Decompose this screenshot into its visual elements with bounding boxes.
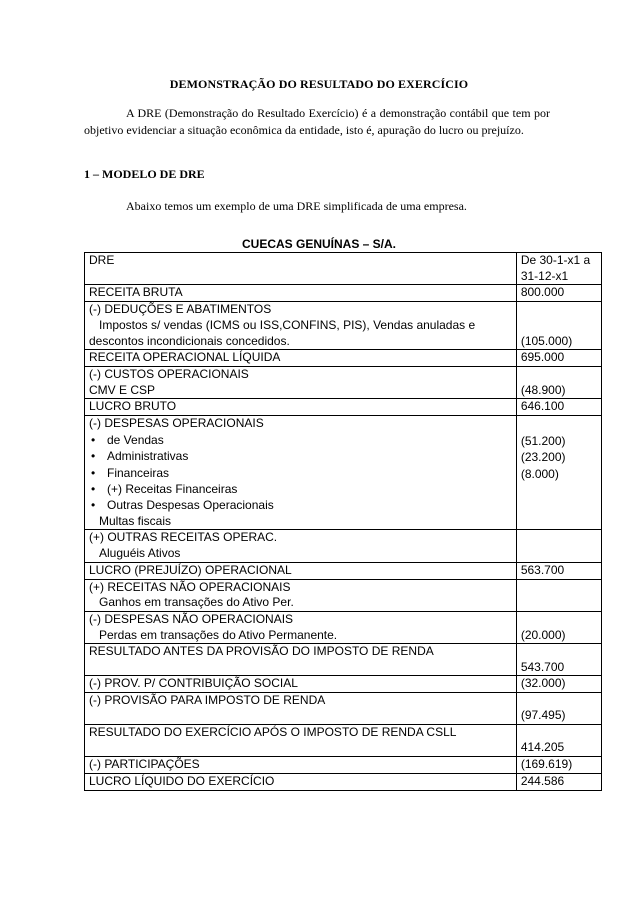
row-detail: CMV E CSP	[89, 382, 156, 397]
row-values	[516, 416, 601, 530]
row-value: (20.000)	[516, 611, 601, 643]
row-value: (51.200)	[520, 434, 566, 449]
table-row	[85, 644, 602, 676]
row-value: (8.000)	[520, 466, 559, 481]
table-row	[85, 562, 602, 579]
table-row	[85, 302, 602, 350]
row-label: LUCRO BRUTO	[85, 399, 517, 416]
table-row	[85, 611, 602, 643]
row-value: 695.000	[516, 350, 601, 367]
row-value: (169.619)	[516, 757, 601, 774]
row-detail: Aluguéis Ativos	[99, 546, 181, 561]
table-row	[85, 399, 602, 416]
row-label: RESULTADO ANTES DA PROVISÃO DO IMPOSTO DE RENDA	[85, 644, 517, 676]
dre-table	[84, 252, 602, 791]
row-label	[85, 530, 517, 562]
row-label	[85, 416, 517, 530]
table-row	[85, 757, 602, 774]
row-value: (48.900)	[516, 366, 601, 398]
row-value-empty	[516, 579, 601, 611]
table-row	[85, 579, 602, 611]
list-item: • Administrativas	[89, 448, 512, 464]
row-value: (23.200)	[520, 450, 566, 465]
row-label	[85, 302, 517, 350]
row-label: RECEITA OPERACIONAL LÍQUIDA	[85, 350, 517, 367]
row-title: (-) DEDUÇÕES E ABATIMENTOS	[89, 302, 272, 317]
dre-header-period: De 30-1-x1 a 31-12-x1	[516, 253, 601, 285]
list-item: • de Vendas	[89, 432, 512, 448]
expense-list	[89, 432, 512, 514]
list-item: • Outras Despesas Operacionais	[89, 497, 512, 513]
row-label	[85, 366, 517, 398]
row-detail: Impostos s/ vendas (ICMS ou ISS,CONFINS, PIS), Vendas anuladas e descontos incondicionais concedidos.	[89, 317, 476, 348]
row-label	[85, 579, 517, 611]
row-title: (-) DESPESAS OPERACIONAIS	[89, 416, 264, 431]
row-value: 244.586	[516, 773, 601, 790]
row-title: (+) RECEITAS NÃO OPERACIONAIS	[89, 579, 291, 594]
row-value: 543.700	[516, 644, 601, 676]
table-row	[85, 676, 602, 693]
row-value: 646.100	[516, 399, 601, 416]
table-row	[85, 253, 602, 285]
row-label: (-) PARTICIPAÇÕES	[85, 757, 517, 774]
row-label	[85, 611, 517, 643]
table-row	[85, 416, 602, 530]
row-value: (32.000)	[516, 676, 601, 693]
row-label: RECEITA BRUTA	[85, 285, 517, 302]
company-name: CUECAS GENUÍNAS – S/A.	[241, 237, 397, 251]
table-row	[85, 350, 602, 367]
table-row	[85, 530, 602, 562]
list-item: • (+) Receitas Financeiras	[89, 481, 512, 497]
list-item: • Financeiras	[89, 465, 512, 481]
row-detail: Multas fiscais	[99, 513, 172, 528]
row-value: 563.700	[516, 562, 601, 579]
section-heading: 1 – MODELO DE DRE	[84, 167, 205, 181]
row-value-empty	[516, 530, 601, 562]
row-detail: Ganhos em transações do Ativo Per.	[99, 595, 294, 610]
row-detail: Perdas em transações do Ativo Permanente.	[99, 627, 338, 642]
row-title: (+) OUTRAS RECEITAS OPERAC.	[89, 530, 278, 545]
row-title: (-) DESPESAS NÃO OPERACIONAIS	[89, 611, 294, 626]
section-text: Abaixo temos um exemplo de uma DRE simplificada de uma empresa.	[126, 199, 467, 213]
row-label: RESULTADO DO EXERCÍCIO APÓS O IMPOSTO DE RENDA CSLL	[85, 725, 517, 757]
row-label: (-) PROV. P/ CONTRIBUIÇÃO SOCIAL	[85, 676, 517, 693]
table-row	[85, 693, 602, 725]
intro-paragraph: A DRE (Demonstração do Resultado Exercício) é a demonstração contábil que tem por objetivo evidenciar a situação econômica da entidade, isto é, apuração do lucro ou prejuízo.	[84, 106, 550, 137]
row-label: LUCRO (PREJUÍZO) OPERACIONAL	[85, 562, 517, 579]
row-value: (97.495)	[516, 693, 601, 725]
table-row	[85, 285, 602, 302]
dre-header-label: DRE	[85, 253, 517, 285]
row-value: 414.205	[516, 725, 601, 757]
table-row	[85, 366, 602, 398]
row-title: (-) CUSTOS OPERACIONAIS	[89, 366, 249, 381]
row-value: (105.000)	[516, 302, 601, 350]
row-value: 800.000	[516, 285, 601, 302]
row-label: (-) PROVISÃO PARA IMPOSTO DE RENDA	[85, 693, 517, 725]
table-row	[85, 725, 602, 757]
table-row	[85, 773, 602, 790]
document-title: DEMONSTRAÇÃO DO RESULTADO DO EXERCÍCIO	[169, 77, 469, 91]
row-label: LUCRO LÍQUIDO DO EXERCÍCIO	[85, 773, 517, 790]
